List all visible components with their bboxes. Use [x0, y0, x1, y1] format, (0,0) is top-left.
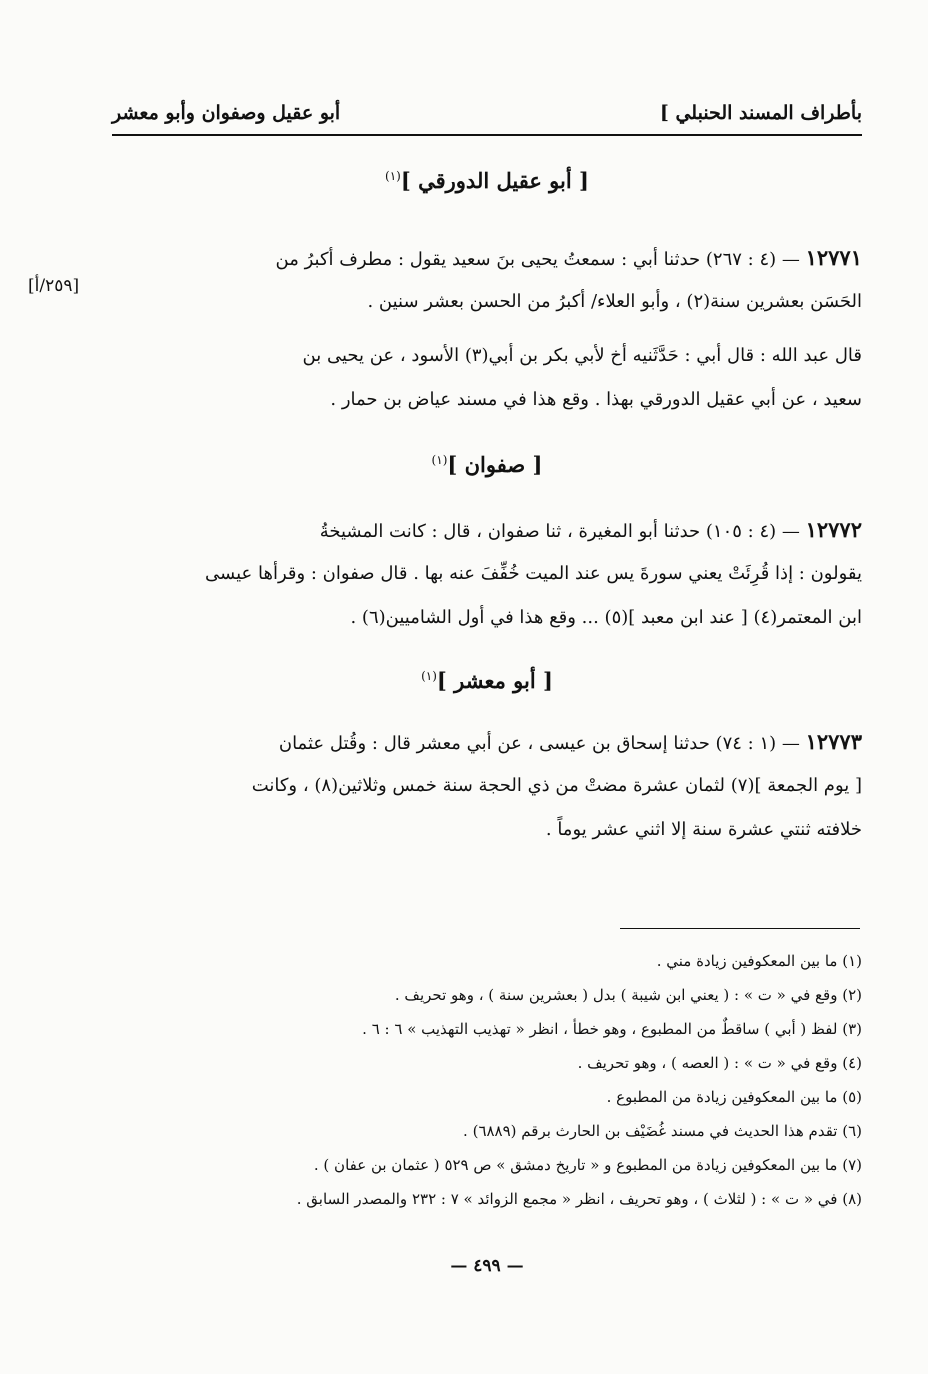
page-number: — ٤٩٩ —: [450, 1256, 524, 1276]
paragraph-line: ابن المعتمر(٤) [ عند ابن معبد ](٥) ... وقع هذا في أول الشاميين(٦) .: [350, 607, 862, 628]
footnote-separator: [620, 928, 860, 929]
footnote-3: (٣) لفظ ( أبي ) ساقطٌ من المطبوع ، وهو خطأ ، انظر « تهذيب التهذيب » ٦ : ٦ .: [362, 1020, 862, 1038]
paragraph-line: [112, 720, 862, 764]
footnote-4: (٤) وقع في « ت » : ( العصه ) ، وهو تحريف .: [577, 1054, 862, 1072]
footnote-8: (٨) في « ت » : ( لثلاث ) ، وهو تحريف ، انظر « مجمع الزوائد » ٧ : ٢٣٢ والمصدر السابق .: [296, 1190, 862, 1208]
section-title-abu-aqil: [112, 168, 862, 193]
footnote-7: (٧) ما بين المعكوفين زيادة من المطبوع و « تاريخ دمشق » ص ٥٢٩ ( عثمان بن عفان ) .: [313, 1156, 862, 1174]
hadith-number: ١٢٧٧١: [805, 245, 862, 270]
footnote-ref: (١): [421, 669, 437, 683]
paragraph-line: [112, 508, 862, 552]
footnote-ref: (١): [431, 453, 448, 467]
section-title-safwan: [112, 452, 862, 477]
hadith-12773: [112, 720, 862, 852]
paragraph-line: [ يوم الجمعة ](٧) لثمان عشرة مضتْ من ذي الحجة سنة خمس وثلاثين(٨) ، وكانت: [251, 775, 862, 796]
paragraph-line: [112, 236, 862, 280]
paragraph-abdullah: [112, 334, 862, 422]
running-header: [112, 96, 862, 136]
hadith-number: ١٢٧٧٢: [805, 517, 862, 542]
section-title-text: [ أبو معشر ]: [436, 668, 553, 693]
header-book-title: بأطراف المسند الحنبلي ]: [659, 102, 862, 124]
footnotes: [112, 944, 862, 1216]
section-title-abu-mashar: [112, 668, 862, 693]
line-text: — (٤ : ٢٦٧) حدثنا أبي : سمعتُ يحيى بنَ سعيد يقول : مطرف أكبرُ من: [275, 249, 800, 270]
header-rule: [112, 134, 862, 136]
footnote-2: (٢) وقع في « ت » : ( يعني ابن شيبة ) بدل ( بعشرين سنة ) ، وهو تحريف .: [394, 986, 862, 1004]
paragraph-line: الحَسَن بعشرين سنة(٢) ، وأبو العلاء/ أكبرُ من الحسن بعشر سنين .: [367, 291, 862, 312]
footnote-5: (٥) ما بين المعكوفين زيادة من المطبوع .: [606, 1088, 862, 1106]
paragraph-line: سعيد ، عن أبي عقيل الدورقي بهذا . وقع هذا في مسند عياض بن حمار .: [330, 389, 862, 410]
footnote-ref: (١): [385, 169, 401, 183]
line-text: — (٤ : ١٠٥) حدثنا أبو المغيرة ، ثنا صفوان ، قال : كانت المشيخةُ: [319, 521, 800, 542]
footnote-1: (١) ما بين المعكوفين زيادة مني .: [656, 952, 862, 970]
header-chapter-title: أبو عقيل وصفوان وأبو معشر: [112, 102, 341, 124]
hadith-number: ١٢٧٧٣: [805, 729, 862, 754]
paragraph-line: قال عبد الله : قال أبي : حَدَّثَنيه أخ لأبي بكر بن أبي(٣) الأسود ، عن يحيى بن: [302, 345, 862, 366]
paragraph-line: يقولون : إذا قُرِئَتْ يعني سورةَ يس عند الميت خُفِّفَ عنه بها . قال صفوان : وقرأها عيسى: [205, 563, 862, 584]
hadith-12771: [112, 236, 862, 324]
hadith-12772: [112, 508, 862, 640]
line-text: — (١ : ٧٤) حدثنا إسحاق بن عيسى ، عن أبي معشر قال : وقُتل عثمان: [278, 733, 800, 754]
paragraph-line: خلافته ثنتي عشرة سنة إلا اثني عشر يوماً .: [545, 819, 862, 840]
footnote-6: (٦) تقدم هذا الحديث في مسند غُضَيْف بن الحارث برقم (٦٨٨٩) .: [463, 1122, 862, 1140]
margin-folio-note: [٢٥٩/أ]: [28, 276, 80, 296]
section-title-text: [ أبو عقيل الدورقي ]: [400, 168, 589, 193]
section-title-text: [ صفوان ]: [447, 452, 543, 477]
